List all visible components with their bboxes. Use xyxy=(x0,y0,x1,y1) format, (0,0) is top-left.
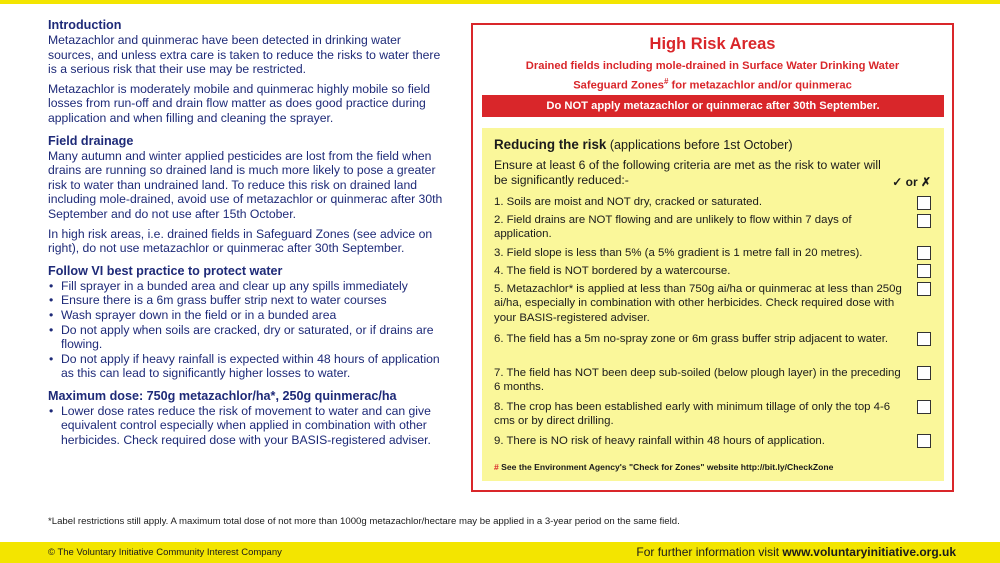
high-risk-subtitle-line-1: Drained fields including mole-drained in Surface Water Drinking Water xyxy=(525,60,900,72)
introduction-heading: Introduction xyxy=(48,18,122,32)
footer-bar xyxy=(0,542,1000,563)
criterion-4-checkbox[interactable] xyxy=(917,264,931,278)
environment-agency-note xyxy=(494,462,833,472)
introduction-section xyxy=(48,18,448,126)
criterion-5-checkbox[interactable] xyxy=(917,282,931,296)
hash-marker: # xyxy=(494,462,499,472)
list-item: • Wash sprayer down in the field or in a bunded area xyxy=(48,308,448,323)
footnote-hash-marker: # xyxy=(663,77,669,86)
criterion-7: 7. The field has NOT been deep sub-soiled (below plough layer) in the preceding 6 months. xyxy=(494,367,901,394)
environment-agency-note-text: See the Environment Agency's "Check for Zones" website http://bit.ly/CheckZone xyxy=(498,462,834,472)
criterion-9: 9. There is NO risk of heavy rainfall within 48 hours of application. xyxy=(494,435,825,447)
maximum-dose-heading: Maximum dose: 750g metazachlor/ha*, 250g quinmerac/ha xyxy=(48,388,397,403)
list-item: • Do not apply when soils are cracked, dry or saturated, or if drains are flowing. xyxy=(48,323,448,352)
introduction-paragraph-2: Metazachlor is moderately mobile and quinmerac highly mobile so field losses from run-off and drain flow matter as does good practice during application and when filling and cleaning the sprayer. xyxy=(48,81,431,125)
criterion-8-checkbox[interactable] xyxy=(917,400,931,414)
criterion-6-checkbox[interactable] xyxy=(917,332,931,346)
criterion-6: 6. The field has a 5m no-spray zone or 6m grass buffer strip adjacent to water. xyxy=(494,333,889,345)
reducing-risk-title xyxy=(494,137,793,152)
introduction-paragraph-1: Metazachlor and quinmerac have been detected in drinking water sources, and unless extra care is taken to reduce the risks to water there is a serious risk that their use may be restricted. xyxy=(48,33,441,77)
further-information-prefix: For further information visit xyxy=(636,545,783,559)
list-item: • Fill sprayer in a bunded area and clear up any spills immediately xyxy=(48,279,448,294)
high-risk-subtitle-line-2 xyxy=(473,74,952,94)
criterion-9-checkbox[interactable] xyxy=(917,434,931,448)
criterion-8: 8. The crop has been established early with minimum tillage of only the top 4-6 cms or by direct drilling. xyxy=(494,401,891,428)
maximum-dose-section xyxy=(48,389,448,448)
label-restrictions-footnote: *Label restrictions still apply. A maximum total dose of not more than 1000g metazachlor/hectare may be applied in a 3-year period on the same field. xyxy=(48,516,680,527)
criterion-5: 5. Metazachlor* is applied at less than 750g ai/ha or quinmerac at less than 250g ai/ha, especially in combination with other herbicides. Check required dose with your BASIS-registered adviser. xyxy=(494,283,902,324)
maximum-dose-list xyxy=(48,404,448,448)
criterion-3-checkbox[interactable] xyxy=(917,246,931,260)
reducing-risk-heading: Reducing the risk xyxy=(494,137,607,152)
best-practice-list xyxy=(48,279,448,381)
criterion-7-checkbox[interactable] xyxy=(917,366,931,380)
top-yellow-bar xyxy=(0,0,1000,4)
best-practice-section xyxy=(48,264,448,381)
criterion-1-checkbox[interactable] xyxy=(917,196,931,210)
further-information xyxy=(636,545,956,559)
field-drainage-paragraph-1: Many autumn and winter applied pesticides are lost from the field when drains are running so drained land is much more likely to pose a greater risk to water than undrained land. To reduce this risk on drained land including mole-drained, avoid use of metazachlor or quinmerac after 30th September and do not use after 15th October. xyxy=(48,148,443,221)
high-risk-areas-box xyxy=(471,23,954,492)
safeguard-zones-text: Safeguard Zones xyxy=(573,79,664,92)
criterion-3: 3. Field slope is less than 5% (a 5% gradient is 1 metre fall in 20 metres). xyxy=(494,247,863,259)
do-not-apply-banner: Do NOT apply metazachlor or quinmerac after 30th September. xyxy=(482,95,944,117)
high-risk-subtitle xyxy=(473,58,952,94)
field-drainage-section xyxy=(48,134,448,256)
high-risk-title: High Risk Areas xyxy=(649,35,776,53)
criterion-4: 4. The field is NOT bordered by a watercourse. xyxy=(494,265,731,277)
list-item: • Do not apply if heavy rainfall is expected within 48 hours of application as this can lead to significantly higher losses to water. xyxy=(48,352,448,381)
website-link[interactable]: www.voluntaryinitiative.org.uk xyxy=(782,545,956,559)
subtitle-suffix: for metazachlor and/or quinmerac xyxy=(668,79,852,92)
check-or-cross-header: ✓ or ✗ xyxy=(892,175,931,189)
criterion-2-checkbox[interactable] xyxy=(917,214,931,228)
ensure-criteria-text: Ensure at least 6 of the following criteria are met as the risk to water will be significantly reduced:- xyxy=(494,158,881,187)
copyright-text: © The Voluntary Initiative Community Interest Company xyxy=(48,547,282,558)
field-drainage-paragraph-2: In high risk areas, i.e. drained fields in Safeguard Zones (see advice on right), do not use metazachlor or quinmerac after 30th September. xyxy=(48,226,433,256)
criterion-1: 1. Soils are moist and NOT dry, cracked or saturated. xyxy=(494,196,763,208)
reducing-risk-panel xyxy=(482,128,944,481)
field-drainage-heading: Field drainage xyxy=(48,133,134,148)
criterion-2: 2. Field drains are NOT flowing and are unlikely to flow within 7 days of application. xyxy=(494,214,852,241)
best-practice-heading: Follow VI best practice to protect water xyxy=(48,263,283,278)
reducing-risk-note: (applications before 1st October) xyxy=(606,138,793,152)
list-item: • Lower dose rates reduce the risk of movement to water and can give equivalent control especially when applied in combination with other herbicides. Check required dose with your BASIS-registered adviser. xyxy=(48,404,448,448)
left-column xyxy=(48,18,448,456)
list-item: • Ensure there is a 6m grass buffer strip next to water courses xyxy=(48,293,448,308)
